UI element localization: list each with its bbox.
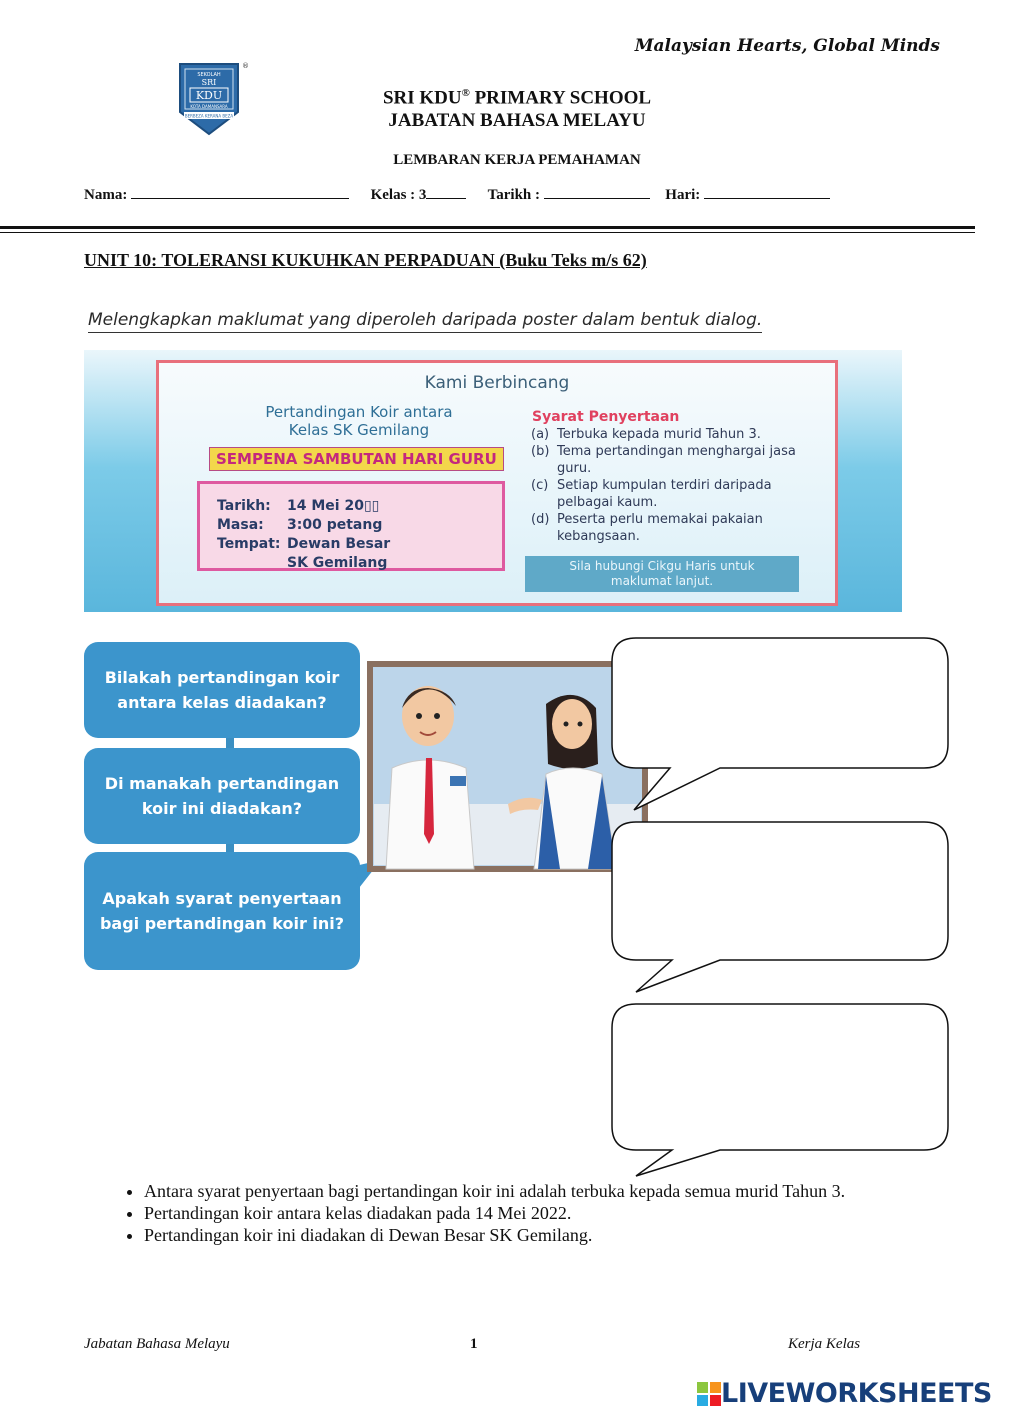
poster-banner: SEMPENA SAMBUTAN HARI GURU — [209, 447, 504, 471]
contact-line2: maklumat lanjut. — [610, 574, 714, 588]
hari-label: Hari: — [665, 187, 701, 203]
requirement-item: (b) Tema pertandingan menghargai jasa guru. — [531, 444, 796, 476]
requirement-item: (a) Terbuka kepada murid Tahun 3. — [531, 427, 761, 442]
answer-option[interactable]: • Pertandingan koir ini diadakan di Dewan Besar SK Gemilang. — [144, 1224, 890, 1246]
school-name: SRI KDU — [382, 87, 462, 109]
worksheet-title: LEMBARAN KERJA PEMAHAMAN — [393, 152, 641, 168]
header-divider-thin — [0, 232, 975, 233]
liveworksheets-watermark — [697, 1378, 992, 1409]
speech-bubble-2[interactable] — [610, 820, 952, 996]
question-box-3: Apakah syarat penyertaan bagi pertandingan koir ini? — [84, 852, 360, 970]
logo-registered-mark: ® — [242, 62, 249, 70]
kelas-field[interactable] — [426, 184, 466, 199]
speech-bubble-3[interactable] — [610, 1002, 952, 1178]
logo-sri-text: SRI — [201, 78, 217, 87]
school-name-line — [0, 82, 1034, 109]
logo-city-text: KOTA DAMANSARA — [190, 104, 228, 109]
school-suffix: PRIMARY SCHOOL — [474, 87, 652, 109]
footer-department: Jabatan Bahasa Melayu — [84, 1336, 230, 1352]
tarikh-field[interactable] — [544, 184, 650, 199]
students-illustration — [370, 664, 645, 869]
liveworksheets-text: LIVEWORKSHEETS — [721, 1378, 992, 1409]
poster-contact — [525, 556, 799, 592]
nama-field[interactable] — [131, 184, 349, 199]
logo-ribbon-text: BERBEZA KERANA BEZA — [184, 113, 234, 119]
school-header — [0, 82, 1034, 132]
poster-event-line1: Pertandingan Koir antara — [265, 403, 453, 421]
masa-detail-label: Masa: — [217, 517, 264, 533]
tarikh-label: Tarikh : — [487, 187, 541, 203]
nama-label: Nama: — [84, 187, 128, 203]
masa-detail-value: 3:00 petang — [287, 517, 383, 533]
logo-kdu-text: KDU — [195, 89, 223, 102]
contact-line1: Sila hubungi Cikgu Haris untuk — [569, 559, 755, 573]
requirements-list — [531, 426, 809, 545]
footer-work-type: Kerja Kelas — [788, 1336, 861, 1352]
registered-mark: ® — [461, 87, 470, 99]
student-info-row — [84, 184, 830, 204]
answer-option[interactable]: • Pertandingan koir antara kelas diadakan pada 14 Mei 2022. — [144, 1202, 890, 1224]
tempat-detail-value1: Dewan Besar — [287, 536, 391, 552]
poster — [156, 360, 838, 606]
requirements-title: Syarat Penyertaan — [532, 409, 680, 425]
hari-field[interactable] — [704, 184, 830, 199]
requirement-item: (c) Setiap kumpulan terdiri daripada pelbagai kaum. — [531, 478, 772, 510]
footer-page-number: 1 — [470, 1336, 478, 1352]
department-name: JABATAN BAHASA MELAYU — [388, 110, 646, 132]
kelas-label: Kelas : 3 — [370, 187, 427, 203]
tarikh-detail-label: Tarikh: — [217, 498, 271, 514]
poster-details — [217, 497, 390, 573]
school-motto: Malaysian Hearts, Global Minds — [634, 36, 940, 56]
requirement-item: (d) Peserta perlu memakai pakaian kebangsaan. — [531, 512, 763, 544]
liveworksheets-logo-icon — [697, 1382, 721, 1406]
instruction-text: Melengkapkan maklumat yang diperoleh daripada poster dalam bentuk dialog. — [88, 310, 762, 333]
speech-bubble-1[interactable] — [610, 636, 952, 816]
tempat-detail-value2: SK Gemilang — [287, 555, 388, 571]
question-box-2: Di manakah pertandingan koir ini diadakan? — [84, 748, 360, 844]
logo-top-text: SEKOLAH — [197, 72, 221, 78]
tempat-detail-label: Tempat: — [217, 536, 281, 552]
answer-option[interactable]: • Antara syarat penyertaan bagi pertandingan koir ini adalah terbuka kepada semua murid Tahun 3. — [144, 1180, 890, 1202]
poster-title: Kami Berbincang — [424, 373, 570, 393]
tarikh-detail-value: 14 Mei 20▯▯ — [287, 498, 380, 514]
poster-event-line2: Kelas SK Gemilang — [288, 421, 430, 439]
answer-options — [110, 1180, 890, 1246]
header-divider-thick — [0, 226, 975, 229]
poster-event — [199, 403, 519, 439]
question-box-1: Bilakah pertandingan koir antara kelas diadakan? — [84, 642, 360, 738]
unit-title: UNIT 10: TOLERANSI KUKUHKAN PERPADUAN (Buku Teks m/s 62) — [84, 250, 647, 270]
